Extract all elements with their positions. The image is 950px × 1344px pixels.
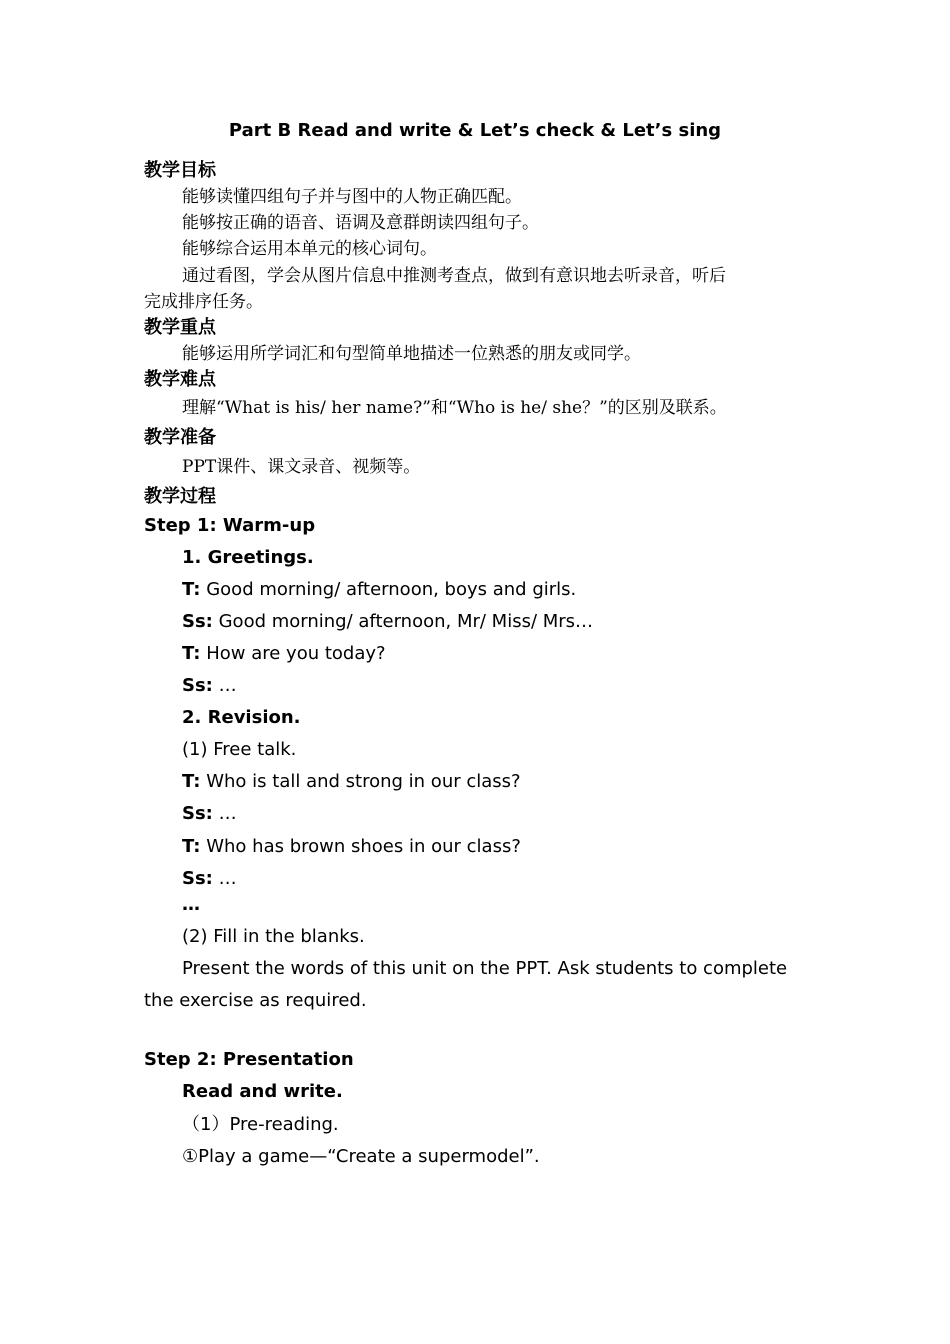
- dialogue-line: [182, 642, 386, 666]
- objective-item: 能够按正确的语音、语调及意群朗读四组句子。: [182, 213, 539, 233]
- difficulties-text: 理解“What is his/ her name?”和“Who is he/ she？”的区别及联系。: [182, 398, 727, 418]
- key-points-text: 能够运用所学词汇和句型简单地描述一位熟悉的朋友或同学。: [182, 344, 641, 364]
- dialogue-text: …: [212, 803, 237, 824]
- dialogue-line: [182, 578, 576, 602]
- dialogue-line: [182, 867, 237, 891]
- present-text-line1: Present the words of this unit on the PPT. Ask students to complete: [182, 958, 788, 979]
- read-write-title: Read and write.: [182, 1081, 343, 1102]
- greetings-title: 1. Greetings.: [182, 547, 314, 568]
- objective-item: 能够综合运用本单元的核心词句。: [182, 239, 437, 259]
- dialogue-line: [182, 610, 593, 634]
- speaker-label: T:: [182, 836, 201, 857]
- speaker-label: Ss:: [182, 675, 213, 696]
- document-title: Part B Read and write & Let’s check & Let’s sing: [228, 120, 722, 141]
- objectives-heading: 教学目标: [144, 160, 216, 181]
- ellipsis: …: [182, 894, 200, 915]
- dialogue-text: …: [212, 675, 237, 696]
- dialogue-line: [182, 835, 521, 859]
- key-points-heading: 教学重点: [144, 317, 216, 338]
- dialogue-text: Good morning/ afternoon, boys and girls.: [200, 579, 577, 600]
- speaker-label: T:: [182, 771, 201, 792]
- dialogue-text: Good morning/ afternoon, Mr/ Miss/ Mrs…: [212, 611, 594, 632]
- free-talk: (1) Free talk.: [182, 739, 297, 760]
- dialogue-line: [182, 674, 237, 698]
- speaker-label: T:: [182, 579, 201, 600]
- dialogue-text: How are you today?: [200, 643, 386, 664]
- preparation-text: PPT课件、课文录音、视频等。: [182, 457, 421, 477]
- dialogue-line: [182, 802, 237, 826]
- dialogue-text: …: [212, 868, 237, 889]
- pre-reading: （1）Pre-reading.: [182, 1114, 339, 1135]
- dialogue-text: Who has brown shoes in our class?: [200, 836, 521, 857]
- dialogue-line: [182, 770, 521, 794]
- objective-item: 能够读懂四组句子并与图中的人物正确匹配。: [182, 187, 522, 207]
- revision-title: 2. Revision.: [182, 707, 301, 728]
- difficulties-heading: 教学难点: [144, 369, 216, 390]
- preparation-heading: 教学准备: [144, 427, 216, 448]
- speaker-label: Ss:: [182, 868, 213, 889]
- speaker-label: Ss:: [182, 803, 213, 824]
- objective-item: 通过看图，学会从图片信息中推测考查点，做到有意识地去听录音，听后: [182, 266, 726, 286]
- speaker-label: Ss:: [182, 611, 213, 632]
- dialogue-text: Who is tall and strong in our class?: [200, 771, 521, 792]
- speaker-label: T:: [182, 643, 201, 664]
- process-heading: 教学过程: [144, 486, 216, 507]
- game-item: ①Play a game—“Create a supermodel”.: [182, 1146, 540, 1167]
- step1-title: Step 1: Warm-up: [144, 515, 316, 536]
- objective-item-continued: 完成排序任务。: [144, 292, 263, 312]
- fill-blanks: (2) Fill in the blanks.: [182, 926, 365, 947]
- present-text-line2: the exercise as required.: [144, 990, 367, 1011]
- step2-title: Step 2: Presentation: [144, 1049, 354, 1070]
